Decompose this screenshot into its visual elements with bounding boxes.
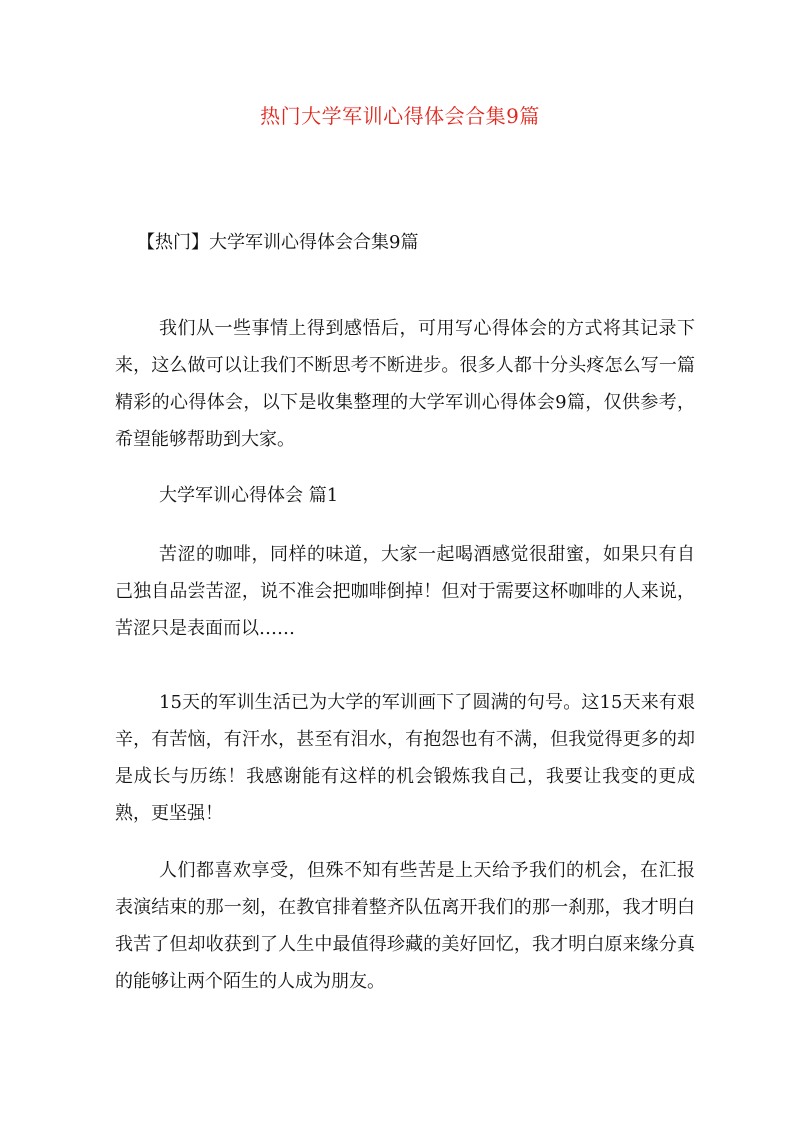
- intro-paragraph: 我们从一些事情上得到感悟后，可用写心得体会的方式将其记录下来，这么做可以让我们不断思考不断进步。很多人都十分头疼怎么写一篇精彩的心得体会，以下是收集整理的大学军训心得体会9篇，仅供参考，希望能够帮助到大家。: [115, 318, 695, 450]
- document-title: 热门大学军训心得体会合集9篇: [260, 104, 540, 128]
- body-paragraph-2: 15天的军训生活已为大学的军训画下了圆满的句号。这15天来有艰辛，有苦恼，有汗水，甚至有泪水，有抱怨也有不满，但我觉得更多的却是成长与历练！我感谢能有这样的机会锻炼我自己，我要让我变的更成熟，更坚强！: [115, 692, 695, 824]
- body-paragraph-3: 人们都喜欢享受，但殊不知有些苦是上天给予我们的机会，在汇报表演结束的那一刻，在教官排着整齐队伍离开我们的那一刹那，我才明白我苦了但却收获到了人生中最值得珍藏的美好回忆，我才明白原来缘分真的能够让两个陌生的人成为朋友。: [115, 860, 695, 992]
- body-paragraph-1: 苦涩的咖啡，同样的味道，大家一起喝酒感觉很甜蜜，如果只有自己独自品尝苦涩，说不准会把咖啡倒掉！但对于需要这杯咖啡的人来说，苦涩只是表面而以……: [115, 544, 695, 639]
- section-heading-1: 大学军训心得体会 篇1: [159, 485, 339, 506]
- document-subtitle: 【热门】大学军训心得体会合集9篇: [137, 232, 419, 253]
